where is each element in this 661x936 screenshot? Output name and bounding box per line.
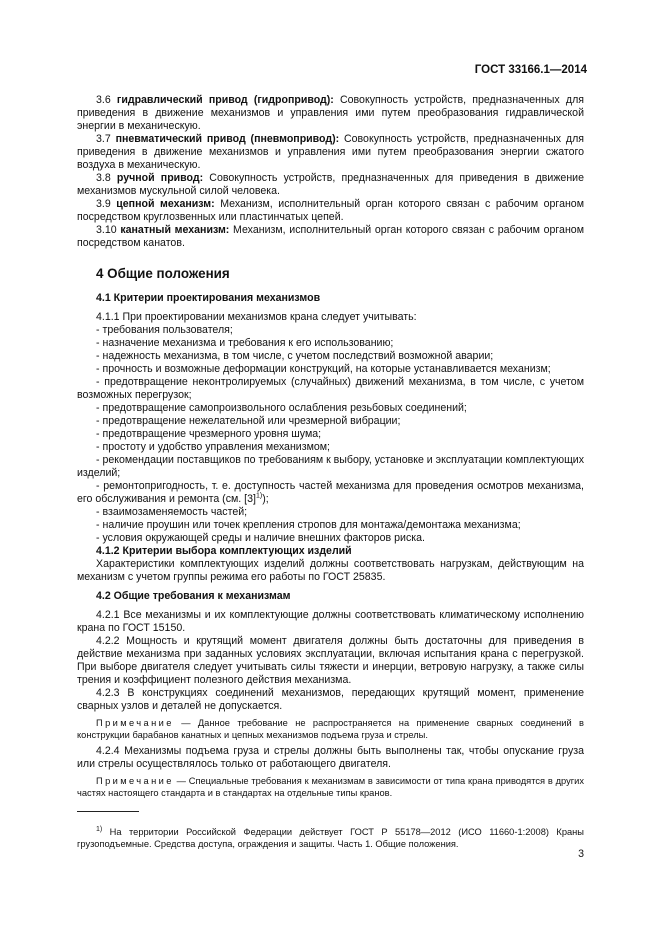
paragraph-4-2-1: 4.2.1 Все механизмы и их комплектующие должны соответствовать климатическому исполнению крана по ГОСТ 15150. <box>77 609 584 634</box>
paragraph-4-2-4: 4.2.4 Механизмы подъема груза и стрелы должны быть выполнены так, чтобы опускание груза или стрелы осуществлялось только от работающего двигателя. <box>77 745 584 770</box>
footnote-mark: 1) <box>96 826 103 834</box>
list-item: - наличие проушин или точек крепления стропов для монтажа/демонтажа механизма; <box>96 519 521 531</box>
list-item: - предотвращение неконтролируемых (случайных) движений механизма, в том числе, с учетом возможных перегрузок; <box>77 376 584 401</box>
list-item: - прочность и возможные деформации конструкций, на которые устанавливается механизм; <box>96 363 551 375</box>
list-item: - предотвращение нежелательной или чрезмерной вибрации; <box>96 415 401 427</box>
list-item: - предотвращение самопроизвольного ослабления резьбовых соединений; <box>96 402 467 414</box>
list-item: - назначение механизма и требования к его использованию; <box>96 337 394 349</box>
list-item: - надежность механизма, в том числе, с учетом последствий возможной аварии; <box>96 350 494 362</box>
criteria-list <box>77 324 584 545</box>
definition-3-9: 3.9 цепной механизм: Механизм, исполнительный орган которого связан с рабочим органом посредством круглозвенных или пластинчатых цепей. <box>77 198 584 223</box>
section-4-heading: 4 Общие положения <box>96 266 230 281</box>
list-item: - ремонтопригодность, т. е. доступность частей механизма для проведения осмотров механизма, его обслуживания и ремонта (см. $[3]^{1)}$); <box>77 480 584 505</box>
note-label: Примечание <box>96 718 174 728</box>
footnote-separator <box>77 811 139 812</box>
paragraph-4-2-2: 4.2.2 Мощность и крутящий момент двигателя должны быть достаточны для приведения в действие механизма при заданных условиях эксплуатации, включая испытания крана с перегрузкой. При выборе двигателя следует учитывать силы тяжести и инерции, ветровую нагрузку, а также силы трения и коэффициент полезного действия механизма. <box>77 635 584 686</box>
note-1: Примечание — Данное требование не распространяется на применение сварных соединений в конструкции барабанов канатных и цепных механизмов подъема груза и стрелы. <box>77 718 584 740</box>
footnote: $^{1)}$ На территории Российской Федерации действует ГОСТ Р 55178—2012 (ИСО 11660-1:2008) Краны грузоподъемные. Средства доступа, ограждения и защиты. Часть 1. Общие положения. <box>77 826 584 850</box>
list-item: - предотвращение чрезмерного уровня шума; <box>96 428 322 440</box>
definition-term: ручной привод: <box>116 172 204 184</box>
definition-3-6: 3.6 гидравлический привод (гидропривод): Совокупность устройств, предназначенных для приведения в движение механизмов и управления ими путем преобразования гидравлической энергии в механическую. <box>77 94 584 132</box>
page-content <box>77 94 584 799</box>
definition-text: Механизм, исполнительный орган которого связан с рабочим органом посредством круглозвенных или пластинчатых цепей. <box>77 198 584 223</box>
definition-term: пневматический привод (пневмопривод): <box>115 133 340 145</box>
standard-code-header: ГОСТ 33166.1—2014 <box>474 64 587 76</box>
subsection-4-1-heading: 4.1 Критерии проектирования механизмов <box>96 292 321 304</box>
definition-text: Совокупность устройств, предназначенных для приведения в движение механизмов и управления ими путем преобразования энергии сжатого воздуха в механическую. <box>77 133 584 171</box>
list-item: - взаимозаменяемость частей; <box>96 506 248 518</box>
definition-3-7: 3.7 пневматический привод (пневмопривод): Совокупность устройств, предназначенных для приведения в движение механизмов и управления ими путем преобразования энергии сжатого воздуха в механическую. <box>77 133 584 171</box>
definition-text: Совокупность устройств, предназначенных для приведения в движение механизмов и управления ими путем преобразования гидравлической энергии в механическую. <box>77 94 584 132</box>
page-number: 3 <box>578 848 584 860</box>
subsection-4-2-heading: 4.2 Общие требования к механизмам <box>96 590 291 602</box>
footnote-reference: 1) <box>255 492 263 500</box>
definition-3-8: 3.8 ручной привод: Совокупность устройств, предназначенных для приведения в движение механизмов мускульной силой человека. <box>77 172 584 197</box>
list-item: - рекомендации поставщиков по требованиям к выбору, установке и эксплуатации комплектующих изделий; <box>77 454 584 479</box>
paragraph-4-1-2: Характеристики комплектующих изделий должны соответствовать нагрузкам, действующим на механизм с учетом группы режима его работы по ГОСТ 25835. <box>77 558 584 583</box>
list-item: - требования пользователя; <box>96 324 233 336</box>
note-2: Примечание — Специальные требования к механизмам в зависимости от типа крана приводятся в других частях настоящего стандарта и в стандартах на отдельные типы кранов. <box>77 776 584 798</box>
paragraph-4-2-3: 4.2.3 В конструкциях соединений механизмов, передающих крутящий момент, применение сварных узлов и деталей не допускается. <box>77 687 584 712</box>
list-item: - простоту и удобство управления механизмом; <box>96 441 330 453</box>
definition-term: канатный механизм: <box>120 224 230 236</box>
definition-text: Механизм, исполнительный орган которого связан с рабочим органом посредством канатов. <box>77 224 584 249</box>
paragraph-4-1-1: 4.1.1 При проектировании механизмов крана следует учитывать: <box>96 311 417 323</box>
list-item: - условия окружающей среды и наличие внешних факторов риска. <box>96 532 425 544</box>
definition-term: цепной механизм: <box>116 198 215 210</box>
definition-3-10: 3.10 канатный механизм: Механизм, исполнительный орган которого связан с рабочим органом посредством канатов. <box>77 224 584 249</box>
subsection-4-1-2-heading: 4.1.2 Критерии выбора комплектующих изделий <box>96 545 352 557</box>
definition-text: Совокупность устройств, предназначенных для приведения в движение механизмов мускульной силой человека. <box>77 172 584 197</box>
definition-term: гидравлический привод (гидропривод): <box>116 94 334 106</box>
note-label: Примечание <box>96 776 174 786</box>
